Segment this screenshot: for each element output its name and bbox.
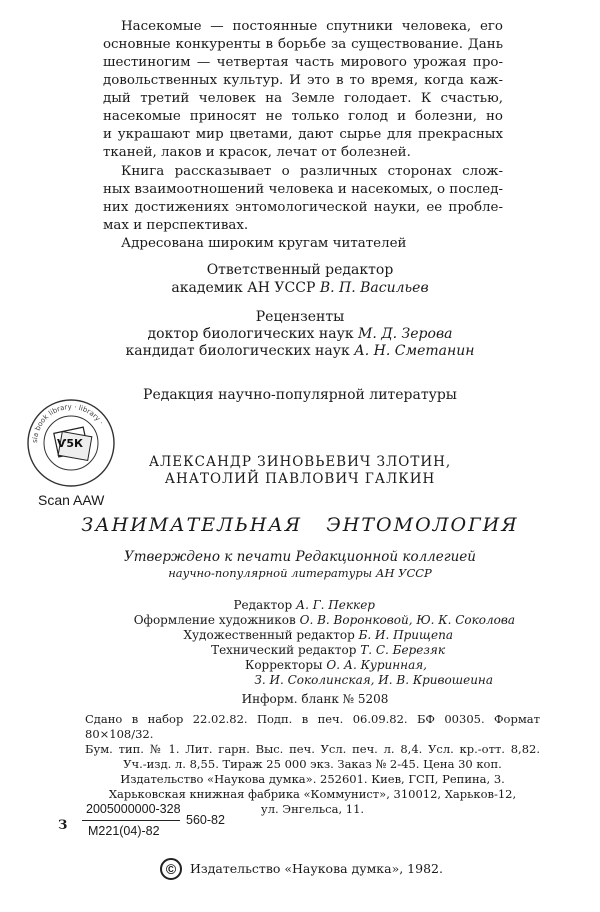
- approval-line-1: Утверждено к печати Редакционной коллегией: [124, 549, 476, 565]
- credit-name: О. В. Воронковой, Ю. К. Соколова: [299, 613, 515, 627]
- abstract-line: мах и перспективах.: [103, 218, 249, 233]
- abstract-line: насекомые приносят не только голод и болезни, но: [103, 109, 503, 124]
- author-1: АЛЕКСАНДР ЗИНОВЬЕВИЧ ЗЛОТИН,: [148, 454, 452, 470]
- abstract-line: довольственных культур. И это в то время, когда каж-: [103, 73, 503, 88]
- reviewer-2-name: А. Н. Сметанин: [354, 343, 475, 359]
- credit-row: [95, 613, 515, 628]
- abstract-line: и украшают мир цветами, дают сырье для прекрасных: [103, 127, 503, 142]
- stamp-caption: Scan AAW: [38, 492, 105, 508]
- approval-line-2: научно-популярной литературы АН УССР: [168, 566, 432, 580]
- reviewer-2: [0, 343, 600, 359]
- imprint-line: Уч.-изд. л. 8,55. Тираж 25 000 экз. Заказ № 2-45. Цена 30 коп.: [123, 757, 502, 771]
- credit-row: [95, 643, 515, 658]
- index-letter: З: [58, 818, 68, 833]
- inform-blank: Информ. бланк № 5208: [241, 692, 389, 706]
- credit-row: [95, 598, 515, 613]
- copyright-text: Издательство «Наукова думка», 1982.: [190, 861, 443, 876]
- abstract-line: основные конкуренты в борьбе за существование. Дань: [103, 37, 503, 52]
- credit-role: Оформление художников: [133, 613, 300, 627]
- imprint-line: Бум. тип. № 1. Лит. гарн. Выс. печ. Усл. печ. л. 8,4. Усл. кр.-отт. 8,82.: [85, 742, 540, 756]
- credit-role: Технический редактор: [211, 643, 361, 657]
- abstract-paragraph-2: [103, 163, 503, 235]
- credit-name: Б. И. Прищепа: [358, 628, 453, 642]
- abstract-line: Адресована широким кругам читателей: [121, 236, 407, 251]
- abstract-line: Книга рассказывает о различных сторонах слож-: [121, 164, 503, 179]
- imprint-line: Сдано в набор 22.02.82. Подп. в печ. 06.09.82. БФ 00305. Формат 80×108/32.: [85, 712, 540, 741]
- index-suffix: 560-82: [186, 813, 225, 827]
- credit-role: Корректоры: [245, 658, 327, 672]
- reviewer-1: [0, 326, 600, 342]
- abstract-paragraph-3: [103, 235, 503, 253]
- editorial-office: Редакция научно-популярной литературы: [143, 387, 457, 403]
- editor-prefix: академик АН УССР: [171, 280, 320, 296]
- imprint-line: ул. Энгельса, 11.: [260, 802, 365, 816]
- stamp-ring-text: sia book library · library ·: [30, 402, 105, 444]
- imprint-line: Харьковская книжная фабрика «Коммунист», 310012, Харьков-12,: [108, 787, 517, 801]
- credit-row: [95, 673, 515, 688]
- editor-line: [0, 280, 600, 296]
- abstract-line: них достижениях энтомологической науки, ее пробле-: [103, 200, 503, 215]
- book-title: ЗАНИМАТЕЛЬНАЯ ЭНТОМОЛОГИЯ: [81, 514, 519, 536]
- stamp-center-text: Ѵ5К: [57, 437, 83, 450]
- credit-row: [95, 658, 515, 673]
- credit-role: Редактор: [233, 598, 297, 612]
- abstract-paragraph-1: [103, 18, 503, 162]
- imprint-line: Издательство «Наукова думка». 252601. Киев, ГСП, Репина, 3.: [120, 772, 505, 786]
- reviewer-1-name: М. Д. Зерова: [358, 326, 453, 342]
- credit-row: [95, 628, 515, 643]
- abstract-line: Насекомые — постоянные спутники человека, его: [121, 19, 503, 34]
- index-numerator: 2005000000-328: [86, 802, 181, 816]
- credit-name: Т. С. Березяк: [360, 643, 445, 657]
- reviewers-label: Рецензенты: [255, 309, 345, 325]
- index-denominator: М221(04)-82: [88, 824, 160, 838]
- reviewer-1-degree: доктор биологических наук: [147, 326, 359, 342]
- abstract-line: дый третий человек на Земле голодает. К счастью,: [103, 91, 503, 106]
- credit-role: Художественный редактор: [183, 628, 359, 642]
- editor-label: Ответственный редактор: [206, 262, 394, 278]
- editor-name: В. П. Васильев: [319, 280, 429, 296]
- credits-block: [95, 598, 515, 688]
- fraction-bar: [82, 820, 180, 821]
- credit-name: А. Г. Пеккер: [296, 598, 375, 612]
- credit-name: О. А. Куринная,: [326, 658, 427, 672]
- credit-name: З. И. Соколинская, И. В. Кривошеина: [254, 673, 493, 687]
- abstract-line: тканей, лаков и красок, лечат от болезней.: [103, 145, 411, 160]
- reviewer-2-degree: кандидат биологических наук: [125, 343, 355, 359]
- abstract-line: ных взаимоотношений человека и насекомых, о послед-: [103, 182, 503, 197]
- abstract-line: шестиногим — четвертая часть мирового урожая про-: [103, 55, 503, 70]
- copyright-icon: ©: [160, 858, 182, 880]
- author-2: АНАТОЛИЙ ПАВЛОВИЧ ГАЛКИН: [164, 471, 436, 487]
